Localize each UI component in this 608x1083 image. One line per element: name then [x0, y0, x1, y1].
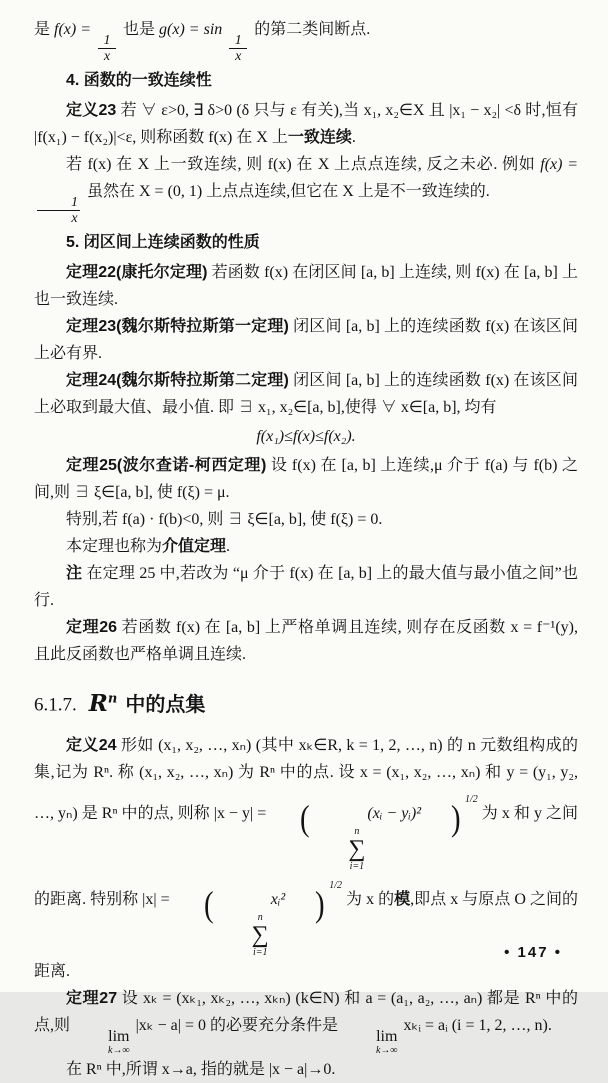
text-run: 为 x 的 [342, 890, 395, 908]
text-run: 若函数 f(x) 在 [a, b] 上严格单调且连续, 则存在反函数 x = f⁻¹(y), 且此反函数也严格单调且连续. [34, 619, 578, 663]
section-heading-rn-point-sets [34, 685, 578, 720]
text-run: . [226, 538, 231, 555]
summation-upper-limit: n [257, 911, 263, 923]
summation-upper-limit: n [354, 825, 360, 837]
summation-symbol [220, 913, 269, 958]
text-run: 若 f(x) 在 X 上一致连续, 则 f(x) 在 X 上点点连续, 反之未必. 例如 [66, 156, 541, 173]
definition-label: 定义23 [66, 102, 117, 119]
theorem-24 [34, 367, 578, 421]
limit-text: lim [108, 1028, 130, 1046]
text-run: 形如 (x₁, x₂, …, xₙ) (其中 xₖ∈R, k = 1, 2, …, n) 的 n 元数组构成的集,记为 Rⁿ. 称 (x₁, x₂, …, xₙ) 为 Rⁿ 中的点. 设 x = (x₁, x₂, …, xₙ) 和 y = (y₁, y₂, …, yₙ) 是 Rⁿ 中的点, 则称 |x − y| = [34, 736, 578, 822]
fraction-numerator: 1 [103, 33, 111, 48]
fraction-denominator: x [37, 210, 79, 226]
math-run: f(x) = [540, 156, 578, 173]
summand-expression: xᵢ² [270, 890, 286, 908]
theorem-label: 定理23(魏尔斯特拉斯第一定理) [66, 318, 289, 335]
paragraph-continuation [34, 16, 578, 64]
limit-symbol [344, 1029, 398, 1056]
paragraph-note [34, 560, 578, 614]
summation-symbol [316, 827, 365, 872]
limit-subscript: k→∞ [375, 1044, 398, 1056]
summation-lower-limit: i=1 [252, 947, 268, 959]
sigma-glyph: ∑ [348, 835, 366, 862]
fraction-numerator: 1 [71, 195, 78, 210]
heading-uniform-continuity: 4. 函数的一致连续性 [66, 72, 212, 89]
theorem-label: 定理24(魏尔斯特拉斯第二定理) [66, 372, 289, 389]
section-title: 中的点集 [125, 693, 206, 716]
display-formula: f(x₁)≤f(x)≤f(x₂). [256, 428, 356, 445]
symbol-r: R [88, 689, 108, 717]
defined-term: 一致连续 [287, 129, 352, 146]
theorem-label: 定理26 [66, 619, 118, 636]
text-run: 是 [34, 21, 55, 38]
symbol-rn [89, 690, 118, 717]
theorem-label: 定理22(康托尔定理) [66, 264, 208, 281]
fraction [98, 33, 116, 64]
math-run: g(x) = sin [159, 21, 227, 38]
theorem-23 [34, 313, 578, 367]
text-run: 也是 [119, 21, 160, 38]
text-run: ,即点 x 与原点 O 之间的距离. [34, 890, 578, 981]
fraction-denominator: x [229, 48, 247, 64]
summand-expression: (xᵢ − yᵢ)² [367, 804, 421, 822]
paragraph-special-case: 特别,若 f(a) · f(b)<0, 则 ∃ ξ∈[a, b], 使 f(ξ) = 0. [66, 511, 383, 528]
text-run: 的第二类间断点. [250, 21, 371, 38]
exponent-one-half: 1/2 [465, 793, 478, 805]
fraction [229, 33, 247, 64]
symbol-r-exponent: n [107, 691, 118, 706]
sigma-glyph: ∑ [251, 921, 269, 948]
page-number: • 147 • [504, 944, 562, 961]
text-run: 在定理 25 中,若改为 “μ 介于 f(x) 在 [a, b] 上的最大值与最小值之间”也行. [34, 565, 578, 609]
theorem-label: 定理27 [66, 990, 118, 1008]
text-run: . [351, 129, 356, 146]
summation-lower-limit: i=1 [349, 860, 365, 872]
theorem-25 [34, 452, 578, 506]
fraction-denominator: x [98, 48, 116, 64]
text-run: 闭区间 [a, b] 上的连续函数 f(x) 在该区间上必有界. [34, 318, 578, 362]
theorem-27 [34, 985, 578, 1056]
text-run: 虽然在 X = (0, 1) 上点点连续,但它在 X 上是不一致连续的. [83, 183, 490, 200]
paragraph-uniform-remark [34, 151, 578, 226]
limit-symbol [76, 1029, 130, 1056]
note-label: 注 [66, 565, 83, 582]
math-run: f(x) = [54, 21, 96, 38]
exponent-one-half: 1/2 [329, 879, 342, 891]
text-run: 若函数 f(x) 在闭区间 [a, b] 上连续, 则 f(x) 在 [a, b] 上也一致连续. [34, 264, 578, 308]
limit-text: lim [376, 1028, 398, 1046]
term-modulus: 模 [394, 890, 411, 908]
definition-24: 定义24 形如 (x₁, x₂, …, xₙ) (其中 xₖ∈R, k = 1, 2, …, n) 的 n 元数组构成的集,记为 Rⁿ. 称 (x₁, x₂, …, xₙ) 为 Rⁿ 中的点. 设 x = (x₁, x₂, …, xₙ) 和 y = (y₁, y₂, …, yₙ) 是 Rⁿ 中的点, 则称 |x − y| = ( n ∑ i=1 (xᵢ − yᵢ)² ) $^{1/2}$ 为 x 和 y 之间的距离. 特别称 |x| = ( n ∑ i=1 xᵢ² ) $^{1/2}$ 为 x 的模,即点 x 与原点 O 之间的距离. [34, 736, 578, 981]
paragraph-intermediate-value [34, 533, 578, 560]
heading-closed-interval-properties: 5. 闭区间上连续函数的性质 [66, 234, 260, 251]
definition-23 [34, 97, 578, 151]
text-run: 为 x 和 y 之间的距离. 特别称 |x| = [34, 804, 578, 908]
text-run: 本定理也称为 [66, 538, 163, 555]
theorem-label: 定理25(波尔查诺-柯西定理) [66, 457, 267, 474]
theorem-26 [34, 614, 578, 668]
text-run: 设 f(x) 在 [a, b] 上连续,μ 介于 f(a) 与 f(b) 之间,则 ∃ ξ∈[a, b], 使 f(ξ) = μ. [34, 457, 578, 501]
limit-subscript: k→∞ [108, 1044, 130, 1056]
text-run: 设 xₖ = (xₖ₁, xₖ₂, …, xₖₙ) (k∈N) 和 a = (a₁, a₂, …, aₙ) 都是 Rⁿ 中的点,则 [34, 990, 578, 1035]
definition-label: 定义24 [66, 736, 117, 754]
text-run: 若 ∀ ε>0, ∃ δ>0 (δ 只与 ε 有关),当 x₁, x₂∈X 且 |x₁ − x₂| <δ 时,恒有 |f(x₁) − f(x₂)|<ε, 则称函数 f(x) 在 X 上 [34, 102, 578, 146]
text-run: |xₖ − a| = 0 的必要充分条件是 [131, 1017, 342, 1035]
text-run: 闭区间 [a, b] 上的连续函数 f(x) 在该区间上必取到最大值、最小值. 即 ∃ x₁, x₂∈[a, b],使得 ∀ x∈[a, b], 均有 [34, 372, 578, 416]
fraction-numerator: 1 [234, 33, 242, 48]
fraction [37, 195, 80, 226]
text-run: xₖᵢ = aᵢ (i = 1, 2, …, n). [399, 1017, 552, 1035]
paragraph-final: 在 Rⁿ 中,所谓 x→a, 指的就是 |x − a|→0. [66, 1061, 336, 1079]
section-number: 6.1.7. [34, 694, 77, 716]
term-intermediate-value-theorem: 介值定理 [162, 538, 227, 555]
theorem-22 [34, 259, 578, 313]
